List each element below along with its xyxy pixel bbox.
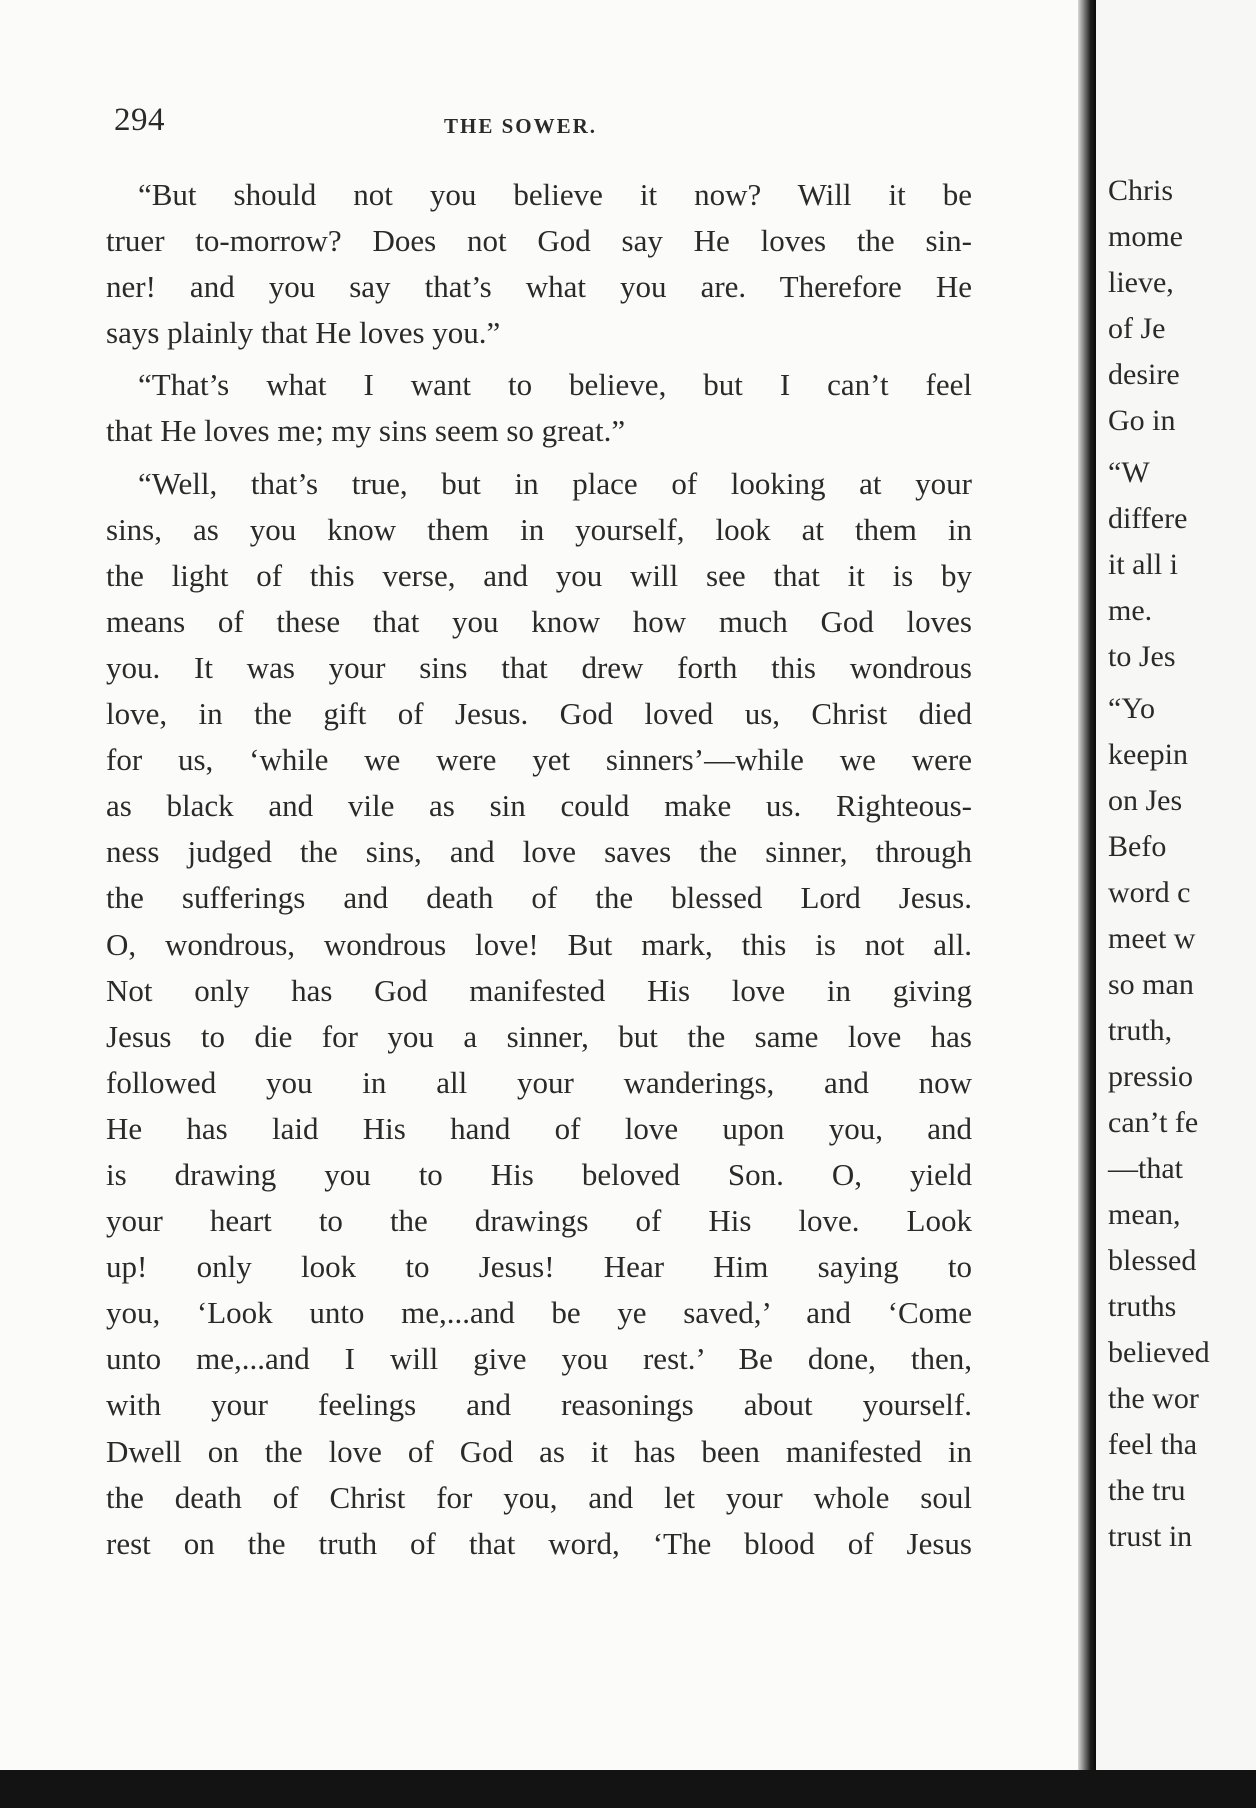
text-line: of Je — [1108, 312, 1166, 345]
text-line: can’t fe — [1108, 1106, 1199, 1139]
text-line: “Well, that’s true, but in place of looking at your — [138, 465, 972, 501]
text-line: truer to-morrow? Does not God say He loves the sin- — [106, 223, 972, 259]
text-line: pressio — [1108, 1060, 1193, 1093]
text-line: ner! and you say that’s what you are. Therefore He — [106, 269, 972, 305]
text-line: the wor — [1108, 1382, 1199, 1415]
text-line: O, wondrous, wondrous love! But mark, this is not all. — [106, 926, 972, 962]
text-line: meet w — [1108, 922, 1196, 955]
text-line: “W — [1108, 456, 1150, 489]
text-line: me. — [1108, 594, 1153, 627]
text-line: “Yo — [1108, 692, 1155, 725]
text-line: truths — [1108, 1290, 1177, 1323]
text-line: trust in — [1108, 1520, 1193, 1553]
text-line: on Jes — [1108, 784, 1183, 817]
text-line: —that — [1108, 1152, 1183, 1185]
text-line: lieve, — [1108, 266, 1174, 299]
text-line: is drawing you to His beloved Son. O, yield — [106, 1156, 972, 1192]
text-line: Dwell on the love of God as it has been manifested in — [106, 1433, 972, 1469]
text-line: your heart to the drawings of His love. Look — [106, 1203, 972, 1239]
text-line: means of these that you know how much God loves — [106, 603, 972, 639]
page-header — [114, 102, 966, 148]
text-line: you, ‘Look unto me,...and be ye saved,’ and ‘Come — [106, 1295, 972, 1331]
text-line: word c — [1108, 876, 1191, 909]
paragraph — [106, 172, 972, 356]
right-page — [1096, 0, 1256, 1770]
text-line: mome — [1108, 220, 1183, 253]
text-line: feel tha — [1108, 1428, 1198, 1461]
text-line: up! only look to Jesus! Hear Him saying to — [106, 1249, 972, 1285]
text-line: followed you in all your wanderings, and now — [106, 1064, 972, 1100]
scan-bottom-edge — [0, 1770, 1256, 1808]
text-line: the light of this verse, and you will see that it is by — [106, 557, 972, 593]
text-line: believed — [1108, 1336, 1210, 1369]
text-line: for us, ‘while we were yet sinners’—while we were — [106, 742, 972, 778]
body-text — [106, 172, 972, 1567]
text-line: it all i — [1108, 548, 1178, 581]
text-line: that He loves me; my sins seem so great.” — [106, 413, 626, 449]
text-line: you. It was your sins that drew forth this wondrous — [106, 649, 972, 685]
text-line: blessed — [1108, 1244, 1197, 1277]
book-gutter — [1078, 0, 1096, 1770]
page-number: 294 — [114, 102, 165, 138]
text-line: Go in — [1108, 404, 1176, 437]
text-line: Not only has God manifested His love in giving — [106, 972, 972, 1008]
text-line: to Jes — [1108, 640, 1176, 673]
text-line: rest on the truth of that word, ‘The blood of Jesus — [106, 1525, 972, 1561]
text-line: the tru — [1108, 1474, 1186, 1507]
text-line: Jesus to die for you a sinner, but the same love has — [106, 1018, 972, 1054]
text-line: says plainly that He loves you.” — [106, 315, 501, 351]
text-line: desire — [1108, 358, 1180, 391]
text-line: sins, as you know them in yourself, look at them in — [106, 511, 972, 547]
text-line: unto me,...and I will give you rest.’ Be done, then, — [106, 1341, 972, 1377]
text-line: mean, — [1108, 1198, 1181, 1231]
text-line: keepin — [1108, 738, 1188, 771]
text-line: truth, — [1108, 1014, 1173, 1047]
text-line: the sufferings and death of the blessed Lord Jesus. — [106, 880, 972, 916]
text-line: “That’s what I want to believe, but I can’t feel — [138, 367, 972, 403]
text-line: with your feelings and reasonings about yourself. — [106, 1387, 972, 1423]
text-line: ness judged the sins, and love saves the sinner, through — [106, 834, 972, 870]
paragraph — [106, 362, 972, 454]
text-line: Chris — [1108, 174, 1174, 207]
paragraph — [106, 461, 972, 1567]
text-line: love, in the gift of Jesus. God loved us, Christ died — [106, 696, 972, 732]
text-line: Befo — [1108, 830, 1167, 863]
text-line: as black and vile as sin could make us. Righteous- — [106, 788, 972, 824]
running-head: THE SOWER. — [444, 114, 598, 138]
text-line: the death of Christ for you, and let your whole soul — [106, 1479, 972, 1515]
text-line: He has laid His hand of love upon you, and — [106, 1110, 972, 1146]
text-line: differe — [1108, 502, 1188, 535]
text-line: so man — [1108, 968, 1194, 1001]
text-line: “But should not you believe it now? Will it be — [138, 177, 972, 212]
